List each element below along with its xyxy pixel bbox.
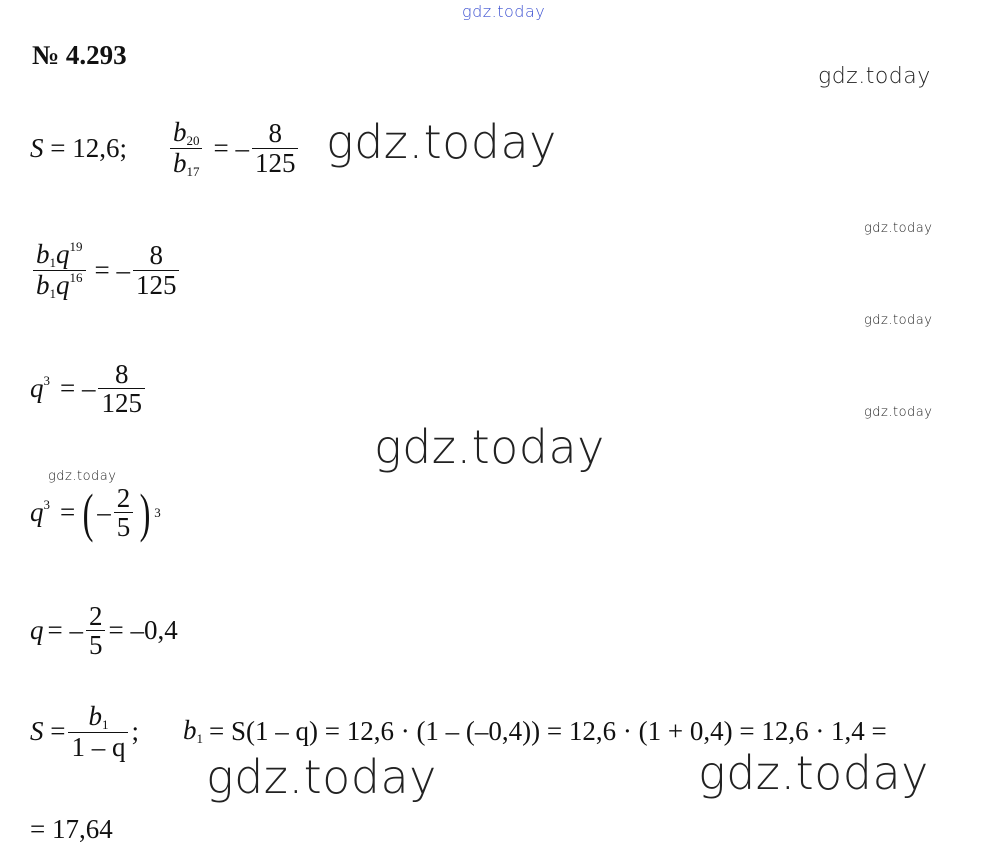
sum-value: S = 12,6; <box>30 132 127 163</box>
equation-6: S = $\frac{b_1}{1 - q}$ ; $b_1$ = S(1 – q) = 12,6 · (1 – (–0,4)) = 12,6 · (1 + 0,4) = 12,6 · 1,4 = <box>30 701 887 762</box>
watermark: gdz.today <box>698 746 929 800</box>
equals-minus: = – <box>213 132 249 163</box>
fraction: $\frac{2}{5}$ <box>86 602 106 660</box>
watermark: gdz.today <box>48 469 117 484</box>
equation-3: $q^3$ = – $\frac{8}{125}$ <box>30 360 148 418</box>
watermark: gdz.today <box>864 221 933 236</box>
watermark: gdz.today <box>462 2 546 21</box>
final-result: = 17,64 <box>30 814 113 844</box>
sum-formula-fraction: $\frac{b_1}{1 - q}$ <box>68 702 128 761</box>
computation: = S(1 – q) = 12,6 · (1 – (–0,4)) = 12,6 · (1 + 0,4) = 12,6 · 1,4 = <box>209 715 887 746</box>
problem-number: № 4.293 <box>32 40 127 70</box>
equation-4: $q^3$ = ( – $\frac{2}{5}$ ) 3 <box>30 482 161 543</box>
rhs-fraction: $\frac{8}{125}$ <box>252 119 299 177</box>
watermark: gdz.today <box>818 64 931 89</box>
watermark: gdz.today <box>864 405 933 420</box>
watermark: gdz.today <box>864 313 933 328</box>
watermark: gdz.today <box>374 420 605 474</box>
equation-5: q = – $\frac{2}{5}$ = –0,4 <box>30 601 178 661</box>
watermark: gdz.today <box>206 750 437 804</box>
equation-2 <box>30 240 182 300</box>
rhs-fraction: $\frac{8}{125}$ <box>133 241 180 299</box>
power-ratio-fraction: $\frac{b_1q^{19}}{b_1q^{16}}$ <box>33 240 86 300</box>
watermark: gdz.today <box>326 115 557 169</box>
sum-formula-lhs: S = <box>30 715 66 746</box>
equation-1 <box>30 118 301 178</box>
equals-minus: = – <box>94 254 130 285</box>
fraction: $\frac{2}{5}$ <box>114 484 134 542</box>
ratio-fraction: $\frac{b_{20}}{b_{17}}$ <box>170 118 203 178</box>
rhs-fraction: $\frac{8}{125}$ <box>98 360 145 418</box>
